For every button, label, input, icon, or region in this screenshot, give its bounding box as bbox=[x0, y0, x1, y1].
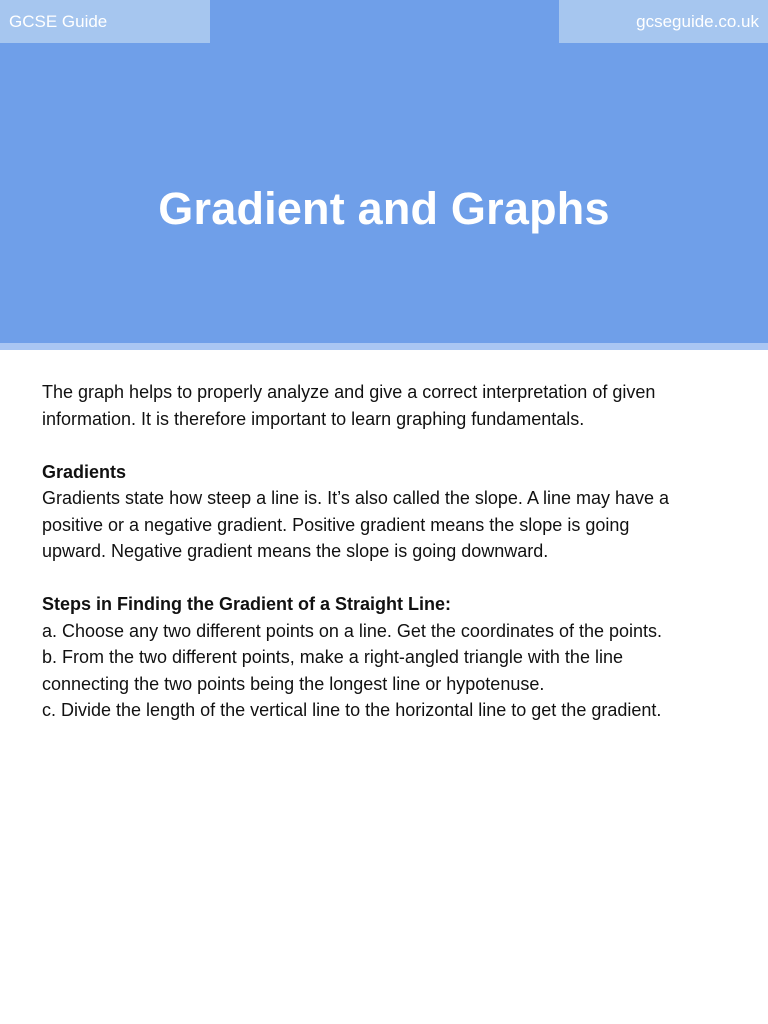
paragraph-spacer bbox=[42, 432, 732, 459]
article-content bbox=[42, 379, 732, 724]
step-a: a. Choose any two different points on a line. Get the coordinates of the points. bbox=[42, 620, 663, 641]
paragraph-spacer bbox=[42, 565, 732, 592]
site-name-tab[interactable]: GCSE Guide bbox=[0, 0, 210, 43]
intro-line-1: The graph helps to properly analyze and give a correct interpretation of given bbox=[42, 382, 656, 402]
step-b-line-2: connecting the two points being the longest line or hypotenuse. bbox=[42, 673, 545, 694]
page-title: Gradient and Graphs bbox=[158, 183, 610, 234]
header-banner bbox=[0, 0, 768, 343]
header-divider bbox=[0, 343, 768, 350]
gradients-line-2: positive or a negative gradient. Positive gradient means the slope is going bbox=[42, 514, 630, 535]
steps-heading: Steps in Finding the Gradient of a Straight Line: bbox=[42, 594, 452, 614]
step-b-line-1: b. From the two different points, make a right-angled triangle with the line bbox=[42, 647, 623, 667]
gradients-line-3: upward. Negative gradient means the slope is going downward. bbox=[42, 541, 549, 561]
site-url-tab[interactable]: gcseguide.co.uk bbox=[559, 0, 768, 43]
step-c: c. Divide the length of the vertical line to the horizontal line to get the gradient. bbox=[42, 700, 662, 720]
gradients-heading: Gradients bbox=[42, 461, 127, 482]
intro-line-2: information. It is therefore important to learn graphing fundamentals. bbox=[42, 408, 585, 429]
gradients-line-1: Gradients state how steep a line is. It’s also called the slope. A line may have a bbox=[42, 488, 670, 508]
